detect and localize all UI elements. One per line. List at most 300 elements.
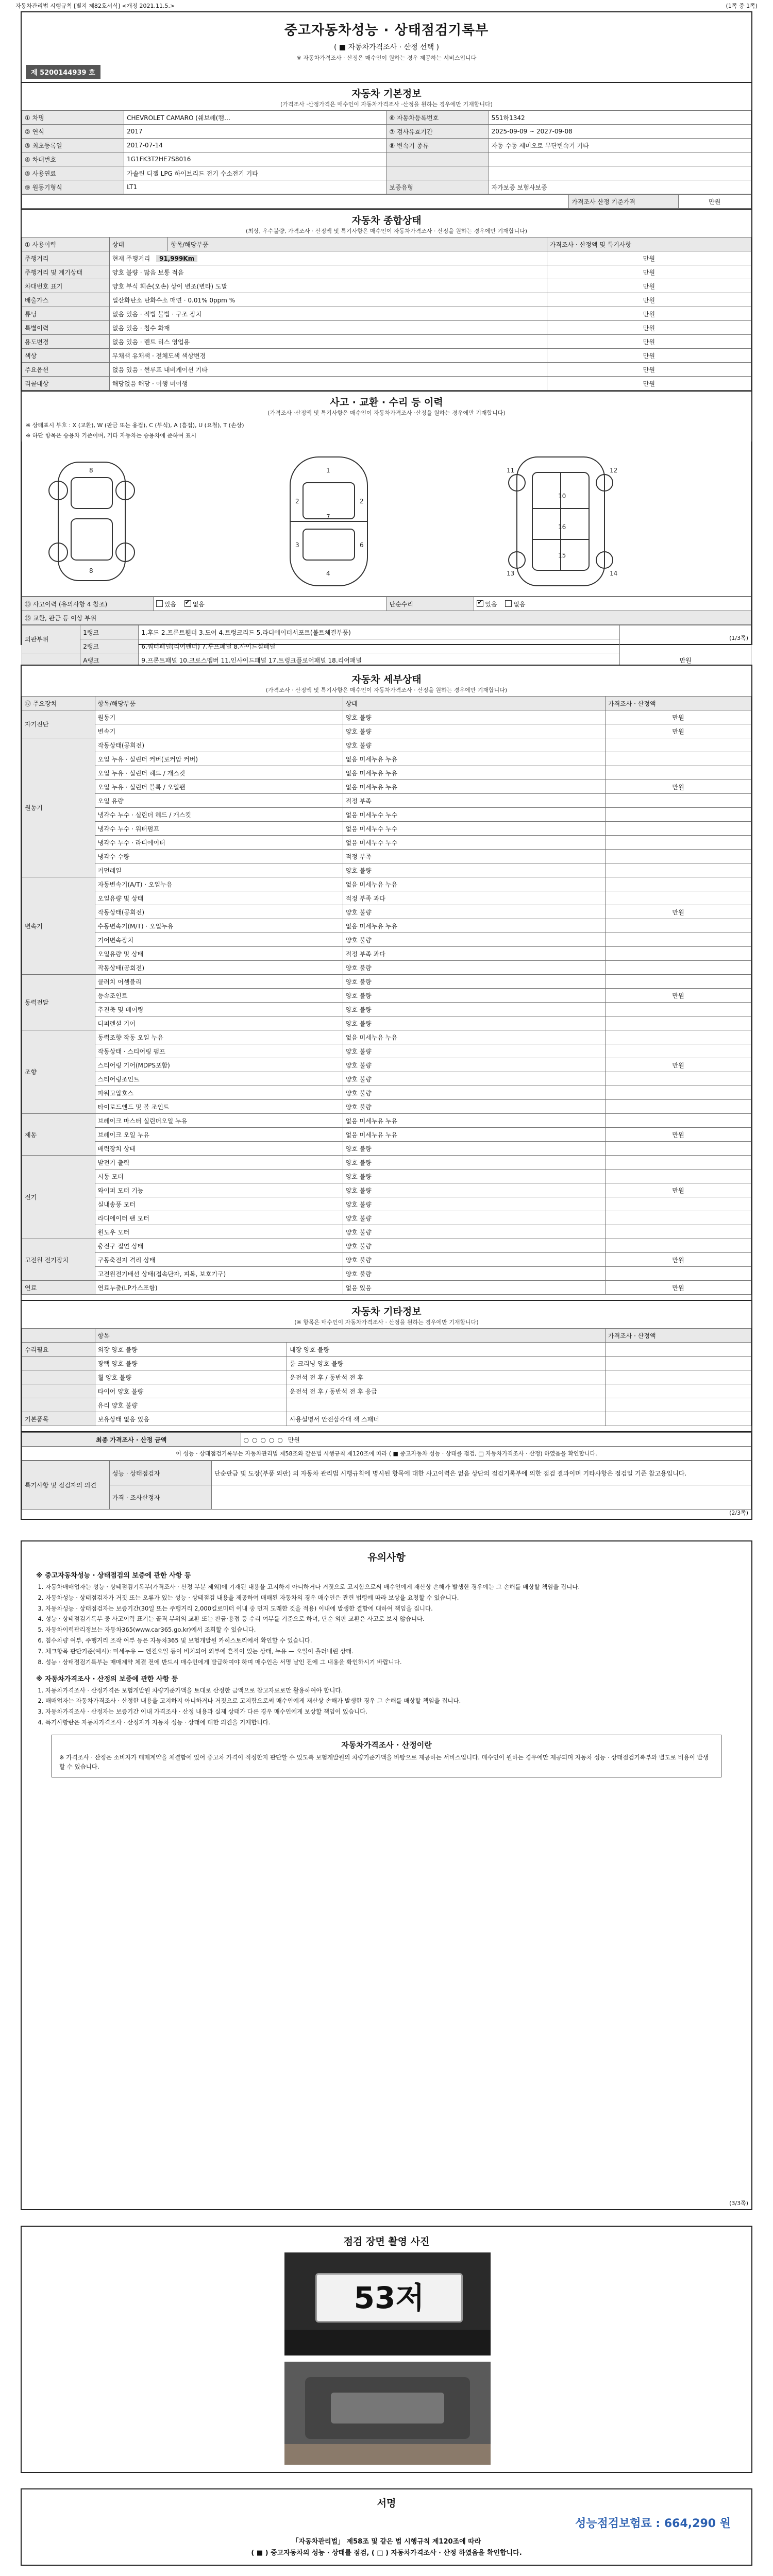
simple-repair-question: 단순수리 <box>386 597 474 611</box>
detail-state: 없음 미세누수 누수 <box>343 822 605 836</box>
notice-title: 유의사항 <box>367 1552 406 1563</box>
detail-price <box>605 808 751 822</box>
svg-text:4: 4 <box>326 570 330 577</box>
page-3-marker: (3/3쪽) <box>729 2200 748 2207</box>
detail-state: 양호 불량 <box>343 1156 605 1170</box>
detail-group-label: 동력전달 <box>22 975 95 1030</box>
overall-state-row <box>22 307 751 321</box>
overall-header-price: 가격조사 · 산정액 및 특기사항 <box>547 238 751 251</box>
detail-state-row <box>22 1142 751 1156</box>
other-info-row <box>22 1357 751 1370</box>
detail-price <box>605 877 751 891</box>
overall-row-price: 만원 <box>547 293 751 307</box>
form-page-count: (1쪽 중 1쪽) <box>726 3 758 9</box>
detail-state-row <box>22 1016 751 1030</box>
overall-state-row <box>22 293 751 307</box>
detail-state: 양호 불량 <box>343 724 605 738</box>
accident-legend: ※ 상태표시 부호 : X (교환), W (판금 또는 용접), C (부식), A (흠집), U (요철), T (손상) <box>26 422 244 429</box>
detail-header-item: 항목/해당부품 <box>95 697 343 710</box>
detail-state-row <box>22 1072 751 1086</box>
accident-history-note: (가격조사 ·산정액 및 특기사항은 매수인이 자동차가격조사 ·산정을 원하는 경우에만 기재합니다) <box>267 410 506 416</box>
other-row-b: 사용설명서 안전삼각대 잭 스패너 <box>287 1412 606 1426</box>
detail-state-row <box>22 947 751 961</box>
insurance-fee <box>22 2510 751 2536</box>
other-row-b: 운전석 전 후 / 동반석 전 후 응급 <box>287 1384 606 1398</box>
outer-panel-label: 외판부위 <box>22 625 80 653</box>
detail-price <box>605 752 751 766</box>
detail-group-label: 고전원 전기장치 <box>22 1239 95 1281</box>
price-survey-explainer <box>52 1735 721 1778</box>
other-row-a: 보유상태 없음 있음 <box>95 1412 287 1426</box>
other-row-a: 타이어 양호 불량 <box>95 1384 287 1398</box>
detail-state: 없음 미세누유 누유 <box>343 877 605 891</box>
detail-price <box>605 1086 751 1100</box>
other-info-row <box>22 1384 751 1398</box>
detail-part: 브레이크 마스터 실린더오일 누유 <box>95 1114 343 1128</box>
basic-info-row <box>22 166 751 180</box>
simple-repair-no-checkbox[interactable] <box>505 600 512 607</box>
accident-question: ⑬ 사고이력 (유의사항 4 참조) <box>22 597 154 611</box>
detail-state: 양호 불량 <box>343 961 605 975</box>
detail-group-label: 원동기 <box>22 738 95 877</box>
detail-group-label: 제동 <box>22 1114 95 1156</box>
rank-parts: 6.쿼터패널(리어펜더) 7.루프패널 8.사이드실패널 <box>139 639 620 653</box>
detail-price: 만원 <box>605 780 751 794</box>
detail-state-row <box>22 877 751 891</box>
other-info-row <box>22 1370 751 1384</box>
basic-info-row <box>22 180 751 194</box>
detail-part: 브레이크 오일 누유 <box>95 1128 343 1142</box>
detail-group-label: 연료 <box>22 1281 95 1295</box>
detail-price <box>605 1044 751 1058</box>
basic-info-value: 1G1FK3T2HE7S8016 <box>124 152 386 166</box>
detail-state: 없음 미세누유 누유 <box>343 1030 605 1044</box>
other-row-price <box>606 1412 751 1426</box>
overall-state-row <box>22 321 751 335</box>
detail-price: 만원 <box>605 1183 751 1197</box>
detail-part: 변속기 <box>95 724 343 738</box>
detail-part: 클러치 어셈블리 <box>95 975 343 989</box>
other-info-table <box>22 1328 751 1426</box>
overall-state-table <box>22 237 751 391</box>
detail-state: 없음 미세누유 누유 <box>343 752 605 766</box>
front-plate-photo <box>284 2252 491 2355</box>
detail-part: 충전구 절연 상태 <box>95 1239 343 1253</box>
overall-row-value: 양호 불량 · 많음 보통 적음 <box>109 265 547 279</box>
detail-state-row <box>22 780 751 794</box>
mileage-row-label: 주행거리 <box>22 251 110 265</box>
svg-text:1: 1 <box>326 467 330 474</box>
basic-info-key: ③ 최초등록일 <box>22 139 124 152</box>
rank-label: A랭크 <box>80 653 139 667</box>
other-row-price <box>606 1343 751 1357</box>
detail-state-row <box>22 1003 751 1016</box>
basic-info-value: 2017-07-14 <box>124 139 386 152</box>
overall-row-label: 배출가스 <box>22 293 110 307</box>
detail-part: 오일 누유 · 실린더 커버(로커암 커버) <box>95 752 343 766</box>
detail-state-row <box>22 1239 751 1253</box>
svg-text:15: 15 <box>558 552 566 559</box>
detail-part: 오일유량 및 상태 <box>95 891 343 905</box>
price-basis-table <box>22 194 751 209</box>
simple-repair-yes-checkbox[interactable] <box>477 600 483 607</box>
detail-price <box>605 1030 751 1044</box>
price-basis-label: 가격조사 산정 기준가격 <box>569 195 678 209</box>
basic-info-row <box>22 139 751 152</box>
detail-state-note: (가격조사 · 산정액 및 특기사항은 매수인이 자동차가격조사 · 산정을 원하는 경우에만 기재합니다) <box>265 687 508 693</box>
basic-info-row <box>22 152 751 166</box>
form-law-reference: 자동차관리법 시행규칙 [별지 제82호서식] <개정 2021.11.5.> <box>15 3 175 9</box>
detail-price <box>605 794 751 808</box>
other-info-row <box>22 1398 751 1412</box>
detail-price <box>605 863 751 877</box>
notice-item: 5. 자동차이력관리정보는 자동차365(www.car365.go.kr)에서 조회할 수 있습니다. <box>45 1625 742 1635</box>
detail-part: 연료누출(LP가스포함) <box>95 1281 343 1295</box>
other-info-title: 자동차 기타정보 <box>351 1306 422 1317</box>
detail-state: 양호 불량 <box>343 1058 605 1072</box>
detail-part: 작동상태(공회전) <box>95 738 343 752</box>
detail-state: 양호 불량 <box>343 1072 605 1086</box>
detail-state-row <box>22 752 751 766</box>
other-row-price <box>606 1384 751 1398</box>
detail-price: 만원 <box>605 724 751 738</box>
detail-state-row <box>22 1086 751 1100</box>
detail-state: 양호 불량 <box>343 710 605 724</box>
overall-state-title: 자동차 종합상태 <box>351 215 422 226</box>
overall-row-price: 만원 <box>547 349 751 363</box>
detail-state: 양호 불량 <box>343 989 605 1003</box>
detail-price <box>605 1100 751 1114</box>
overall-row-value: 없음 있음 · 침수 화재 <box>109 321 547 335</box>
notice-list-1 <box>31 1583 742 1667</box>
other-row-label: 수리필요 <box>22 1343 95 1357</box>
svg-text:8: 8 <box>89 467 93 474</box>
detail-price <box>605 1072 751 1086</box>
inspection-page-2 <box>21 665 752 1520</box>
detail-state: 양호 불량 <box>343 1170 605 1183</box>
detail-part: 기어변속장치 <box>95 933 343 947</box>
rank-price: 만원 <box>620 625 751 695</box>
basic-info-key: ⑤ 사용연료 <box>22 166 124 180</box>
overall-header-history: ① 사용이력 <box>22 238 110 251</box>
basic-info-key: ② 연식 <box>22 125 124 139</box>
notice-item: 2. 자동차성능 · 상태점검자가 거짓 또는 오류가 있는 성능 · 상태점검 내용을 제공하여 매매된 자동차의 경우 매수인은 관련 법령에 따라 보상을 요청할 수 있습니다. <box>45 1594 742 1603</box>
detail-price: 만원 <box>605 1128 751 1142</box>
notice-item: 8. 성능 · 상태점검기록부는 매매계약 체결 전에 반드시 매수인에게 발급하여야 하며 매수인은 서명 날인 전에 그 내용을 확인하시기 바랍니다. <box>45 1658 742 1667</box>
detail-price <box>605 766 751 780</box>
mileage-value: 91,999Km <box>156 255 197 262</box>
other-info-row <box>22 1343 751 1357</box>
basic-info-title: 자동차 기본정보 <box>351 88 422 99</box>
detail-state-row <box>22 1183 751 1197</box>
signature-statement-1: 「자동차관리법」 제58조 및 같은 법 시행규칙 제120조에 따라 <box>292 2538 481 2546</box>
detail-state-row <box>22 1253 751 1267</box>
detail-price <box>605 1156 751 1170</box>
detail-state-row <box>22 850 751 863</box>
detail-state: 적정 부족 <box>343 794 605 808</box>
detail-state: 없음 미세누유 누유 <box>343 780 605 794</box>
detail-state-row <box>22 989 751 1003</box>
basic-info-value-2 <box>489 152 751 166</box>
final-price-unit: 만원 <box>288 1436 300 1444</box>
detail-state-row <box>22 794 751 808</box>
svg-text:11: 11 <box>507 467 515 474</box>
overall-state-row <box>22 335 751 349</box>
basic-info-key-2 <box>386 152 489 166</box>
form-header-bar <box>0 0 773 9</box>
overall-row-label: 튜닝 <box>22 307 110 321</box>
inspection-photo-section <box>21 2226 752 2473</box>
detail-state-title: 자동차 세부상태 <box>351 674 422 685</box>
damage-area-question: ⑮ 교환, 판금 등 이상 부위 <box>22 611 751 625</box>
detail-state-row <box>22 1156 751 1170</box>
overall-state-row <box>22 349 751 363</box>
final-price-table <box>22 1432 751 1461</box>
detail-part: 스티어링 기어(MDPS포함) <box>95 1058 343 1072</box>
detail-state-row <box>22 710 751 724</box>
license-plate: 53저 <box>315 2273 463 2323</box>
basic-info-value-2: 551하1342 <box>489 111 751 125</box>
special-notes-label: 특기사항 및 점검자의 의견 <box>22 1461 110 1510</box>
detail-state: 양호 불량 <box>343 1016 605 1030</box>
basic-info-value-2: 자동 수동 세미오토 무단변속기 기타 <box>489 139 751 152</box>
car-damage-diagram <box>22 442 751 597</box>
detail-price: 만원 <box>605 905 751 919</box>
detail-state-row <box>22 1281 751 1295</box>
detail-header-device: ⑰ 주요장치 <box>22 697 95 710</box>
detail-price <box>605 836 751 850</box>
svg-text:7: 7 <box>326 513 330 520</box>
detail-part: 스티어링조인트 <box>95 1072 343 1086</box>
detail-state-row <box>22 1114 751 1128</box>
overall-state-row <box>22 279 751 293</box>
detail-part: 등속조인트 <box>95 989 343 1003</box>
detail-state: 양호 불량 <box>343 1267 605 1281</box>
detail-part: 작동상태(공회전) <box>95 905 343 919</box>
mileage-label: 현재 주행거리 <box>112 255 150 262</box>
other-row-b <box>287 1398 606 1412</box>
basic-info-value-2 <box>489 166 751 180</box>
basic-info-value: CHEVROLET CAMARO (쉐보레(캠… <box>124 111 386 125</box>
detail-state: 없음 미세누유 누유 <box>343 766 605 780</box>
other-row-a: 광택 양호 불량 <box>95 1357 287 1370</box>
svg-text:8: 8 <box>89 567 93 574</box>
detail-part: 냉각수 수량 <box>95 850 343 863</box>
detail-state-row <box>22 933 751 947</box>
notice-item: 6. 침수차량 여부, 주행거리 조작 여부 등은 자동차365 및 보험개발원 카히스토리에서 확인할 수 있습니다. <box>45 1636 742 1646</box>
detail-part: 수동변속기(M/T) · 오일누유 <box>95 919 343 933</box>
detail-state-row <box>22 975 751 989</box>
final-price-label: 최종 가격조사 · 산정 금액 <box>22 1433 241 1447</box>
overall-row-value: 없음 있음 · 썬루프 내비게이션 기타 <box>109 363 547 377</box>
detail-state-row <box>22 1030 751 1044</box>
detail-part: 자동변속기(A/T) · 오일누유 <box>95 877 343 891</box>
detail-price: 만원 <box>605 710 751 724</box>
detail-state: 양호 불량 <box>343 975 605 989</box>
other-row-b: 룸 크리닝 양호 불량 <box>287 1357 606 1370</box>
simple-repair-answer: ✔ 있음 없음 <box>474 597 751 611</box>
detail-state-row <box>22 1225 751 1239</box>
other-row-label <box>22 1384 95 1398</box>
special-note-text: 단순판금 및 도장(부품 외판) 외 자동차 관리법 시행규칙에 명시된 항목에 대한 사고이력은 없음 상단의 점검기록부에 의한 점검 결과이며 기타사항은 점검일 기준 참고용입니다. <box>211 1461 751 1485</box>
basic-info-value: 가솔린 디젤 LPG 하이브리드 전기 수소전기 기타 <box>124 166 386 180</box>
document-title: 중고자동차성능 · 상태점검기록부 <box>284 23 489 38</box>
overall-row-value: 해당없음 해당 · 이행 미이행 <box>109 377 547 391</box>
overall-row-value: 일산화탄소 탄화수소 매연 · 0.01% 0ppm % <box>109 293 547 307</box>
basic-info-table <box>22 110 751 194</box>
overall-row-value: 없음 있음 · 렌트 리스 영업용 <box>109 335 547 349</box>
overall-header-item: 항목/해당부품 <box>167 238 547 251</box>
overall-row-label: 리콜대상 <box>22 377 110 391</box>
notice-item: 1. 자동차가격조사 · 산정가격은 보험개발원 차량기준가액을 토대로 산정한 금액으로 참고자료로만 활용하여야 합니다. <box>45 1686 742 1696</box>
signature-section <box>21 2488 752 2566</box>
other-header-price: 가격조사 · 산정액 <box>606 1329 751 1343</box>
signature-title: 서명 <box>377 2498 396 2509</box>
detail-price <box>605 1142 751 1156</box>
basic-info-note: (가격조사 ·산정가격은 매수인이 자동차가격조사 ·산정을 원하는 경우에만 기재합니다) <box>280 101 493 108</box>
detail-part: 발전기 출력 <box>95 1156 343 1170</box>
special-note-text <box>211 1485 751 1510</box>
svg-text:13: 13 <box>507 570 515 577</box>
detail-price <box>605 1211 751 1225</box>
detail-state: 양호 불량 <box>343 1253 605 1267</box>
detail-state-row <box>22 1100 751 1114</box>
detail-state: 없음 미세누수 누수 <box>343 836 605 850</box>
final-price-note: 이 성능 · 상태점검기록부는 자동차관리법 제58조와 같은법 시행규칙 제120조에 따라 ( ■ 중고자동차 성능 · 상태를 점검, □ 자동차가격조사 · 산정) 하였음을 확인합니다. <box>22 1447 751 1461</box>
overall-state-row <box>22 265 751 279</box>
detail-state: 양호 불량 <box>343 863 605 877</box>
page-1-marker: (1/3쪽) <box>729 635 748 641</box>
rank-parts: 1.후드 2.프론트휀더 3.도어 4.트렁크리드 5.라디에이터서포트(볼트체결부품) <box>139 625 620 639</box>
other-row-price <box>606 1370 751 1384</box>
detail-price <box>605 933 751 947</box>
detail-state-row <box>22 1128 751 1142</box>
notice-heading-2: ※ 자동차가격조사 · 산정의 보증에 관한 사항 등 <box>36 1675 178 1683</box>
other-row-price <box>606 1398 751 1412</box>
other-info-note: (※ 항목은 매수인이 자동차가격조사 · 산정을 원하는 경우에만 기재합니다) <box>294 1319 479 1326</box>
detail-part: 시동 모터 <box>95 1170 343 1183</box>
basic-info-value: 2017 <box>124 125 386 139</box>
detail-price: 만원 <box>605 1281 751 1295</box>
detail-state-row <box>22 766 751 780</box>
detail-state-row <box>22 1197 751 1211</box>
accident-answer: 있음 ✔ 없음 <box>153 597 386 611</box>
engine-bay-photo <box>284 2362 491 2465</box>
accident-history-title: 사고 · 교환 · 수리 등 이력 <box>330 397 443 408</box>
detail-part: 냉각수 누수 · 실린더 헤드 / 개스킷 <box>95 808 343 822</box>
svg-text:14: 14 <box>610 570 618 577</box>
detail-state: 적정 부족 과다 <box>343 891 605 905</box>
detail-state-row <box>22 919 751 933</box>
overall-row-label: 용도변경 <box>22 335 110 349</box>
detail-part: 윈도우 모터 <box>95 1225 343 1239</box>
detail-state: 적정 부족 과다 <box>343 947 605 961</box>
notice-list-2 <box>31 1686 742 1727</box>
detail-part: 작동상태(공회전) <box>95 961 343 975</box>
detail-group-label: 전기 <box>22 1156 95 1239</box>
price-basis-unit: 만원 <box>678 195 751 209</box>
detail-price: 만원 <box>605 989 751 1003</box>
detail-state: 양호 불량 <box>343 1003 605 1016</box>
detail-header-state: 상태 <box>343 697 605 710</box>
svg-text:12: 12 <box>610 467 618 474</box>
detail-part: 오일 누유 · 실린더 헤드 / 개스킷 <box>95 766 343 780</box>
special-note-row <box>22 1461 751 1485</box>
accident-yes-checkbox[interactable] <box>156 600 163 607</box>
detail-state: 양호 불량 <box>343 1211 605 1225</box>
basic-info-key: ⑨ 원동기형식 <box>22 180 124 194</box>
detail-price: 만원 <box>605 1253 751 1267</box>
final-price-section <box>22 1431 751 1510</box>
detail-state: 양호 불량 <box>343 738 605 752</box>
basic-info-key-2 <box>386 166 489 180</box>
notice-page <box>21 1540 752 2210</box>
detail-part: 동력조향 작동 오일 누유 <box>95 1030 343 1044</box>
insurance-fee-label: 성능점검보험료 : <box>575 2517 661 2530</box>
special-note-row <box>22 1485 751 1510</box>
detail-state: 양호 불량 <box>343 905 605 919</box>
detail-state-row <box>22 1267 751 1281</box>
basic-info-row <box>22 125 751 139</box>
inspection-page-1 <box>21 11 752 664</box>
accident-no-checkbox[interactable] <box>184 600 191 607</box>
detail-state-row <box>22 808 751 822</box>
detail-state-row <box>22 961 751 975</box>
overall-row-label: 주행거리 및 계기상태 <box>22 265 110 279</box>
detail-part: 파워고압호스 <box>95 1086 343 1100</box>
page-2-marker: (2/3쪽) <box>729 1510 748 1516</box>
detail-state: 양호 불량 <box>343 1044 605 1058</box>
notice-item: 2. 매매업자는 자동차가격조사 · 산정한 내용을 고지하지 아니하거나 거짓으로 고지함으로써 매수인에게 재산상 손해가 발생한 경우 그 손해를 배상할 책임을 집니다. <box>45 1697 742 1706</box>
other-row-b: 내장 양호 불량 <box>287 1343 606 1357</box>
basic-info-key: ④ 차대번호 <box>22 152 124 166</box>
detail-price <box>605 822 751 836</box>
other-row-a: 외장 양호 불량 <box>95 1343 287 1357</box>
detail-part: 실내송풍 모터 <box>95 1197 343 1211</box>
detail-state-table <box>22 696 751 1295</box>
svg-text:10: 10 <box>558 493 566 500</box>
detail-state: 양호 불량 <box>343 933 605 947</box>
overall-row-value: 무채색 유채색 · 전체도색 색상변경 <box>109 349 547 363</box>
svg-text:2: 2 <box>295 498 299 505</box>
detail-part: 냉각수 누수 · 라디에이터 <box>95 836 343 850</box>
detail-part: 구동축전지 격리 상태 <box>95 1253 343 1267</box>
rank-label: 2랭크 <box>80 639 139 653</box>
other-info-section <box>22 1300 751 1426</box>
rank-parts: 9.프론트패널 10.크로스멤버 11.인사이드패널 17.트렁크플로어패널 18.리어패널 <box>139 653 620 667</box>
detail-part: 와이퍼 모터 기능 <box>95 1183 343 1197</box>
detail-price <box>605 1170 751 1183</box>
special-note-key: 성능 · 상태점검자 <box>109 1461 211 1485</box>
detail-state: 없음 미세누유 누유 <box>343 1128 605 1142</box>
overall-row-price: 만원 <box>547 307 751 321</box>
overall-header-state: 상태 <box>109 238 167 251</box>
accident-summary-table <box>22 597 751 625</box>
other-row-b: 운전석 전 후 / 동반석 전 후 <box>287 1370 606 1384</box>
overall-row-label: 색상 <box>22 349 110 363</box>
other-row-a: 유리 양호 불량 <box>95 1398 287 1412</box>
detail-state: 양호 불량 <box>343 1225 605 1239</box>
special-notes-table <box>22 1461 751 1510</box>
other-row-label <box>22 1398 95 1412</box>
detail-price <box>605 947 751 961</box>
detail-state-row <box>22 836 751 850</box>
overall-row-label: 차대번호 표기 <box>22 279 110 293</box>
detail-state-row <box>22 1211 751 1225</box>
document-note: ※ 자동차가격조사 · 산정은 매수인이 원하는 경우 제공하는 서비스입니다 <box>296 55 477 61</box>
basic-info-row <box>22 111 751 125</box>
other-info-row <box>22 1412 751 1426</box>
